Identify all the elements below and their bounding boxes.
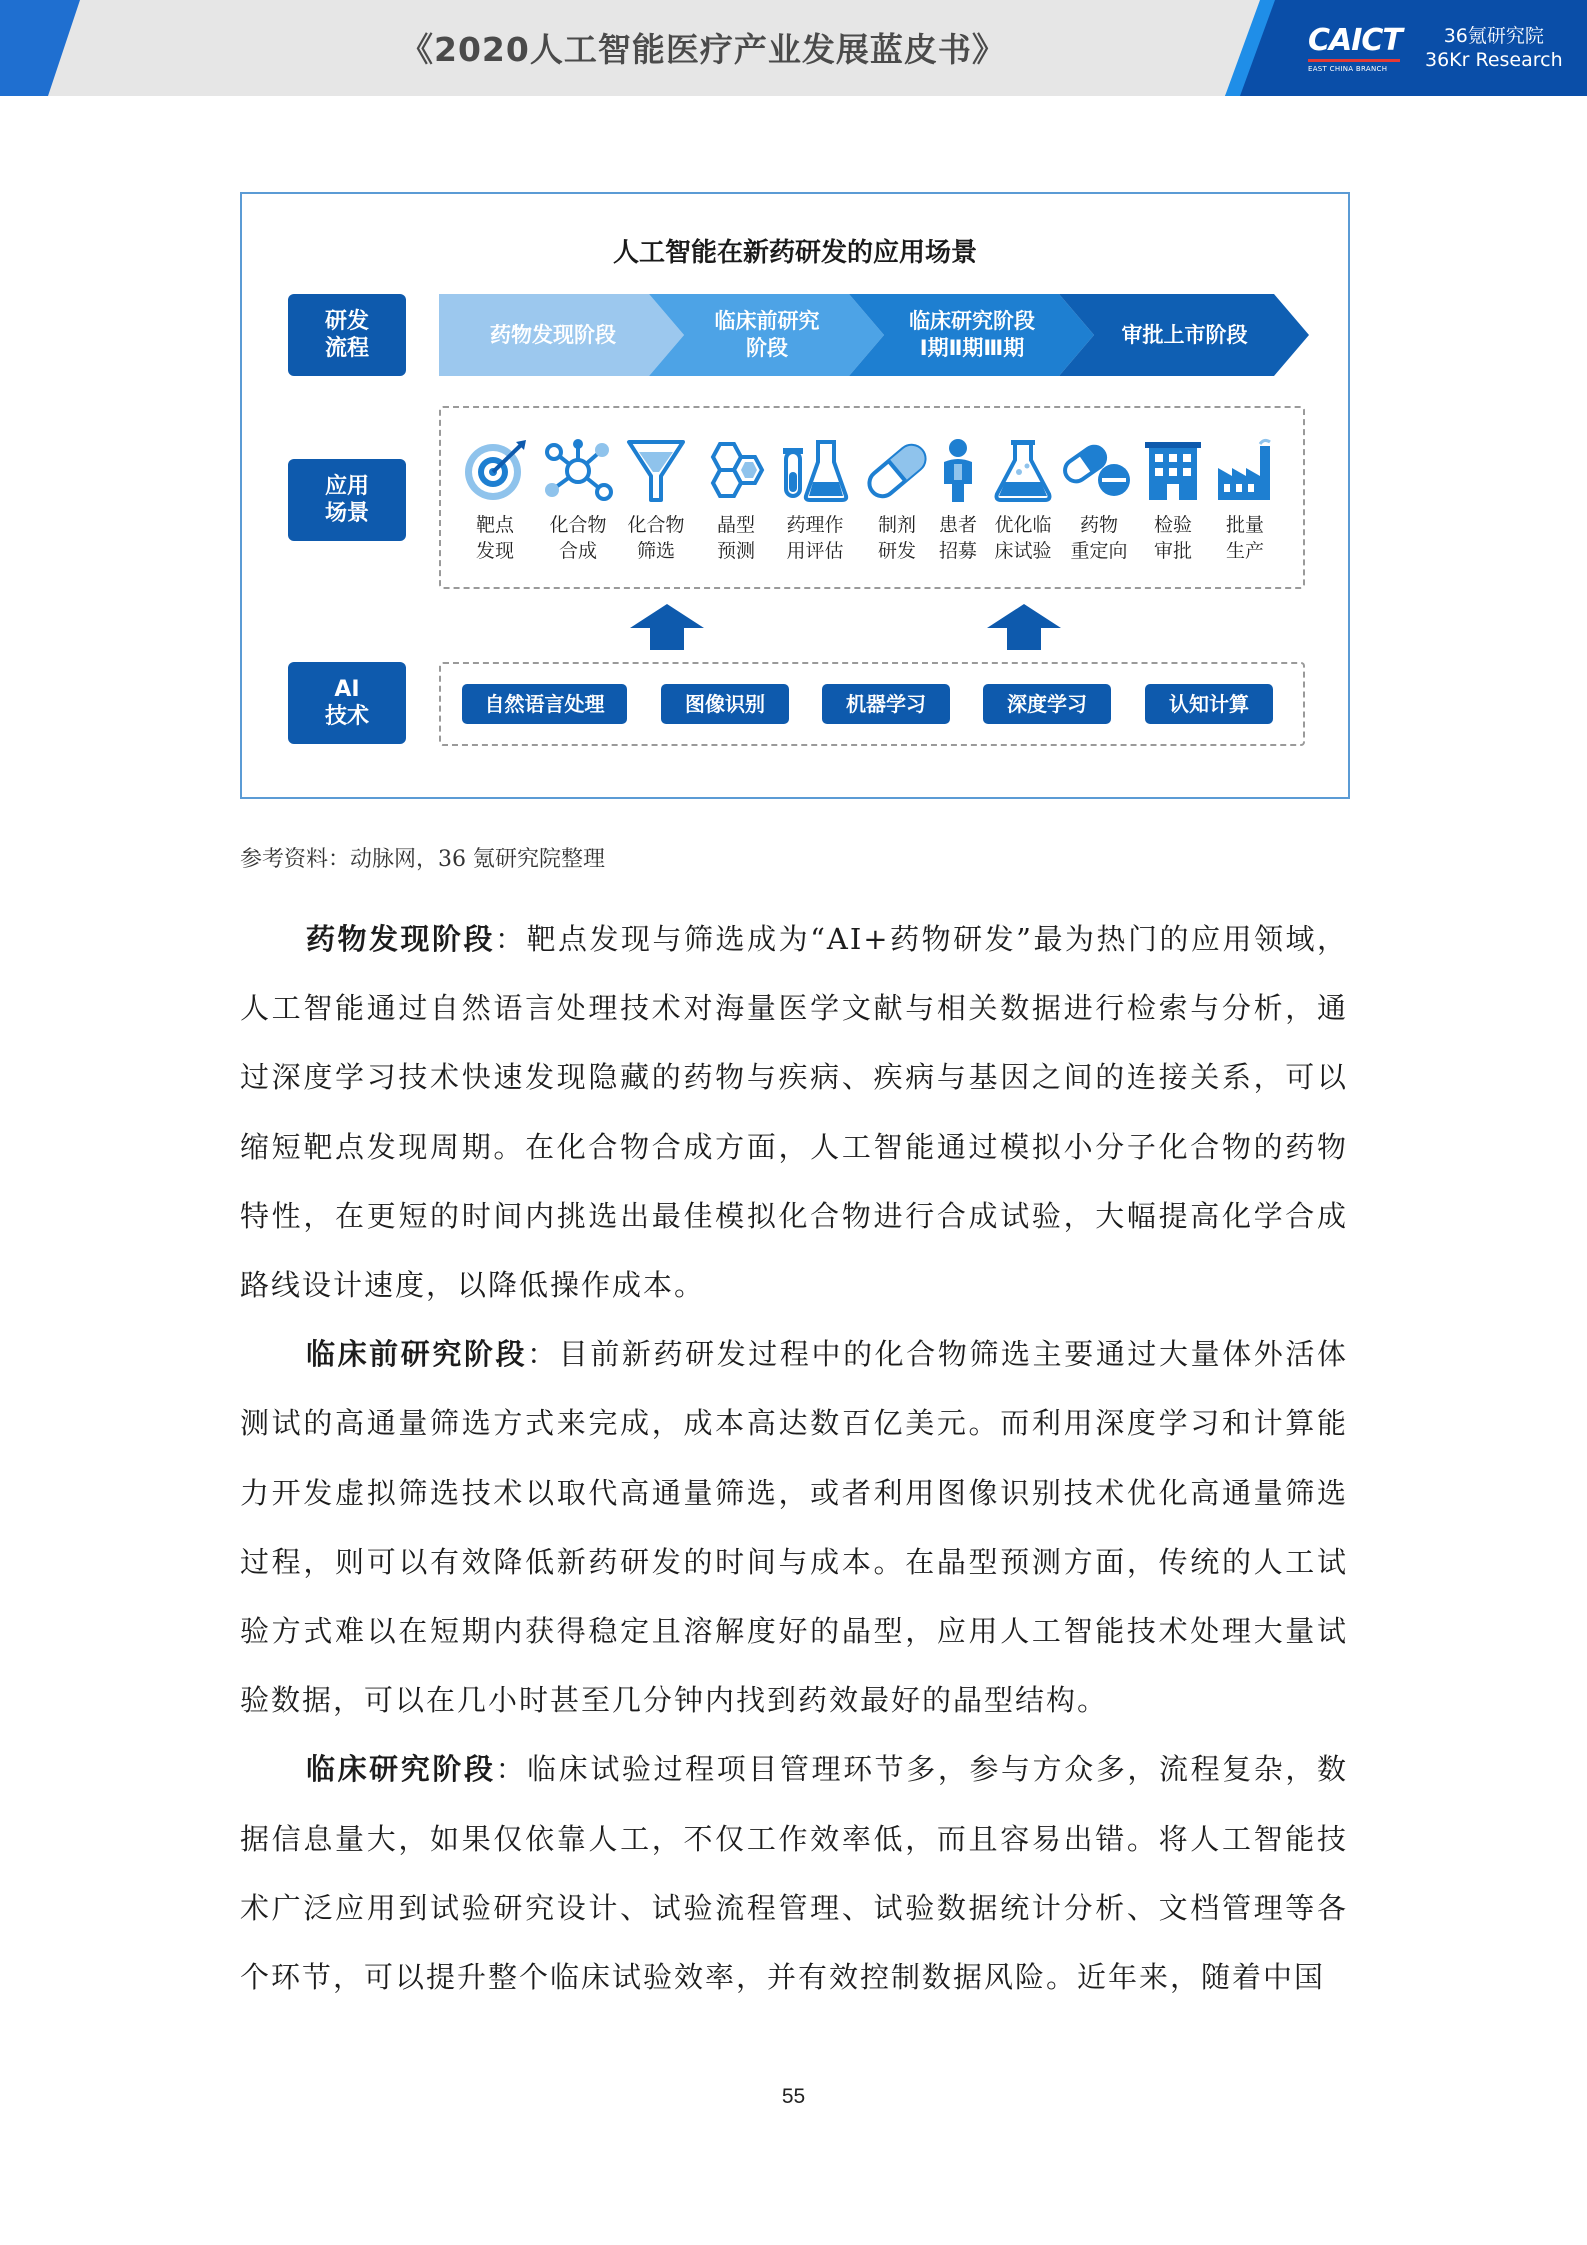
stage-clinical: 临床研究阶段 Ⅰ期Ⅱ期Ⅲ期 bbox=[909, 309, 1035, 360]
paragraph-text: ：临床试验过程项目管理环节多，参与方众多，流程复杂，数据信息量大，如果仅依靠人工，不仅工作效率低，而且容易出错。将人工智能技术广泛应用到试验研究设计、试验流程管理、试验数据统计分析、文档管理等各个环节，可以提升整个临床试验效率，并有效控制数据风险。近年来，随着中国 bbox=[240, 1752, 1348, 1995]
row-label-ai-tech bbox=[288, 662, 406, 744]
row-label-scenes bbox=[288, 459, 406, 541]
row-label-scenes-text: 应用 场景 bbox=[324, 474, 369, 526]
paragraph-lead: 临床研究阶段 bbox=[306, 1752, 496, 1787]
paragraph-clinical bbox=[240, 1735, 1348, 2012]
app-label: 患者 招募 bbox=[938, 514, 977, 562]
stage-drug-discovery: 药物发现阶段 bbox=[490, 322, 616, 347]
paragraph-preclinical bbox=[240, 1320, 1348, 1735]
figure-title: 人工智能在新药研发的应用场景 bbox=[612, 238, 977, 268]
row-label-process-text: 研发 流程 bbox=[324, 309, 369, 361]
app-compound-screening bbox=[616, 438, 696, 564]
caict-logo-bar bbox=[1308, 59, 1400, 62]
app-target-discovery bbox=[455, 438, 535, 564]
ai-drug-rd-figure bbox=[240, 192, 1350, 799]
building-icon bbox=[1143, 438, 1203, 504]
target-icon bbox=[460, 438, 530, 504]
paragraph-lead: 药物发现阶段 bbox=[306, 922, 496, 956]
caict-logo-subtitle: EAST CHINA BRANCH bbox=[1308, 65, 1388, 73]
stage-preclinical: 临床前研究 阶段 bbox=[714, 309, 820, 360]
stage-approval: 审批上市阶段 bbox=[1121, 322, 1248, 347]
app-compound-synthesis bbox=[538, 438, 618, 564]
app-drug-repurposing bbox=[1059, 438, 1139, 564]
hexagon-icon bbox=[698, 438, 774, 504]
document-title: 《2020人工智能医疗产业发展蓝皮书》 bbox=[400, 30, 1006, 69]
app-label: 靶点 发现 bbox=[475, 514, 514, 562]
app-label: 批量 生产 bbox=[1225, 514, 1264, 562]
app-label: 药理作 用评估 bbox=[786, 514, 844, 562]
caict-logo-text: CAICT bbox=[1308, 23, 1402, 58]
app-clinical-trial-optimization bbox=[983, 438, 1063, 564]
person-icon bbox=[938, 438, 978, 504]
app-mass-production bbox=[1205, 438, 1285, 564]
app-label: 优化临 床试验 bbox=[994, 514, 1052, 562]
funnel-icon bbox=[625, 438, 687, 504]
paragraph-drug-discovery bbox=[240, 905, 1348, 1320]
tech-deep-learning: 深度学习 bbox=[983, 684, 1111, 724]
up-arrow-icon bbox=[987, 604, 1061, 650]
app-crystal-prediction bbox=[696, 438, 776, 564]
tech-cognitive-computing: 认知计算 bbox=[1145, 684, 1273, 724]
factory-icon bbox=[1214, 438, 1276, 504]
kr-name-en: 36Kr Research bbox=[1425, 49, 1563, 71]
up-arrow-icon bbox=[630, 604, 704, 650]
kr-research-logo bbox=[1425, 24, 1563, 72]
app-label: 药物 重定向 bbox=[1070, 514, 1128, 562]
app-label: 晶型 预测 bbox=[716, 514, 755, 562]
molecule-icon bbox=[540, 438, 616, 504]
app-label: 制剂 研发 bbox=[877, 514, 916, 562]
paragraph-lead: 临床前研究阶段 bbox=[306, 1337, 528, 1372]
page-number: 55 bbox=[781, 2085, 806, 2108]
tech-image-recognition: 图像识别 bbox=[661, 684, 789, 724]
app-inspection-approval bbox=[1133, 438, 1213, 564]
figure-source: 参考资料：动脉网，36 氪研究院整理 bbox=[240, 847, 605, 872]
app-label: 检验 审批 bbox=[1153, 514, 1192, 562]
tech-machine-learning: 机器学习 bbox=[822, 684, 950, 724]
body-text bbox=[240, 905, 1348, 2012]
caict-logo bbox=[1308, 23, 1408, 76]
row-label-ai-tech-text: AI 技术 bbox=[324, 677, 369, 729]
rd-stage-arrow bbox=[439, 294, 1309, 376]
kr-name-cn: 36氪研究院 bbox=[1443, 25, 1544, 47]
row-label-process bbox=[288, 294, 406, 376]
flask-tube-icon bbox=[780, 438, 850, 504]
application-scenes-box bbox=[439, 406, 1305, 589]
paragraph-text: ：目前新药研发过程中的化合物筛选主要通过大量体外活体测试的高通量筛选方式来完成，成本高达数百亿美元。而利用深度学习和计算能力开发虚拟筛选技术以取代高通量筛选，或者利用图像识别技术优化高通量筛选过程，则可以有效降低新药研发的时间与成本。在晶型预测方面，传统的人工试验方式难以在短期内获得稳定且溶解度好的晶型，应用人工智能技术处理大量试验数据，可以在几小时甚至几分钟内找到药效最好的晶型结构。 bbox=[240, 1337, 1348, 1718]
paragraph-text: ：靶点发现与筛选成为“AI+药物研发”最为热门的应用领域，人工智能通过自然语言处理技术对海量医学文献与相关数据进行检索与分析，通过深度学习技术快速发现隐藏的药物与疾病、疾病与基因之间的连接关系，可以缩短靶点发现周期。在化合物合成方面，人工智能通过模拟小分子化合物的药物特性，在更短的时间内挑选出最佳模拟化合物进行合成试验，大幅提高化学合成路线设计速度，以降低操作成本。 bbox=[240, 922, 1348, 1303]
page-header bbox=[0, 0, 1587, 96]
pills-icon bbox=[1060, 438, 1138, 504]
app-pharmacology bbox=[775, 438, 855, 564]
tech-nlp: 自然语言处理 bbox=[462, 684, 627, 724]
beaker-icon bbox=[993, 438, 1053, 504]
app-label: 化合物 筛选 bbox=[627, 514, 685, 562]
app-label: 化合物 合成 bbox=[549, 514, 607, 562]
